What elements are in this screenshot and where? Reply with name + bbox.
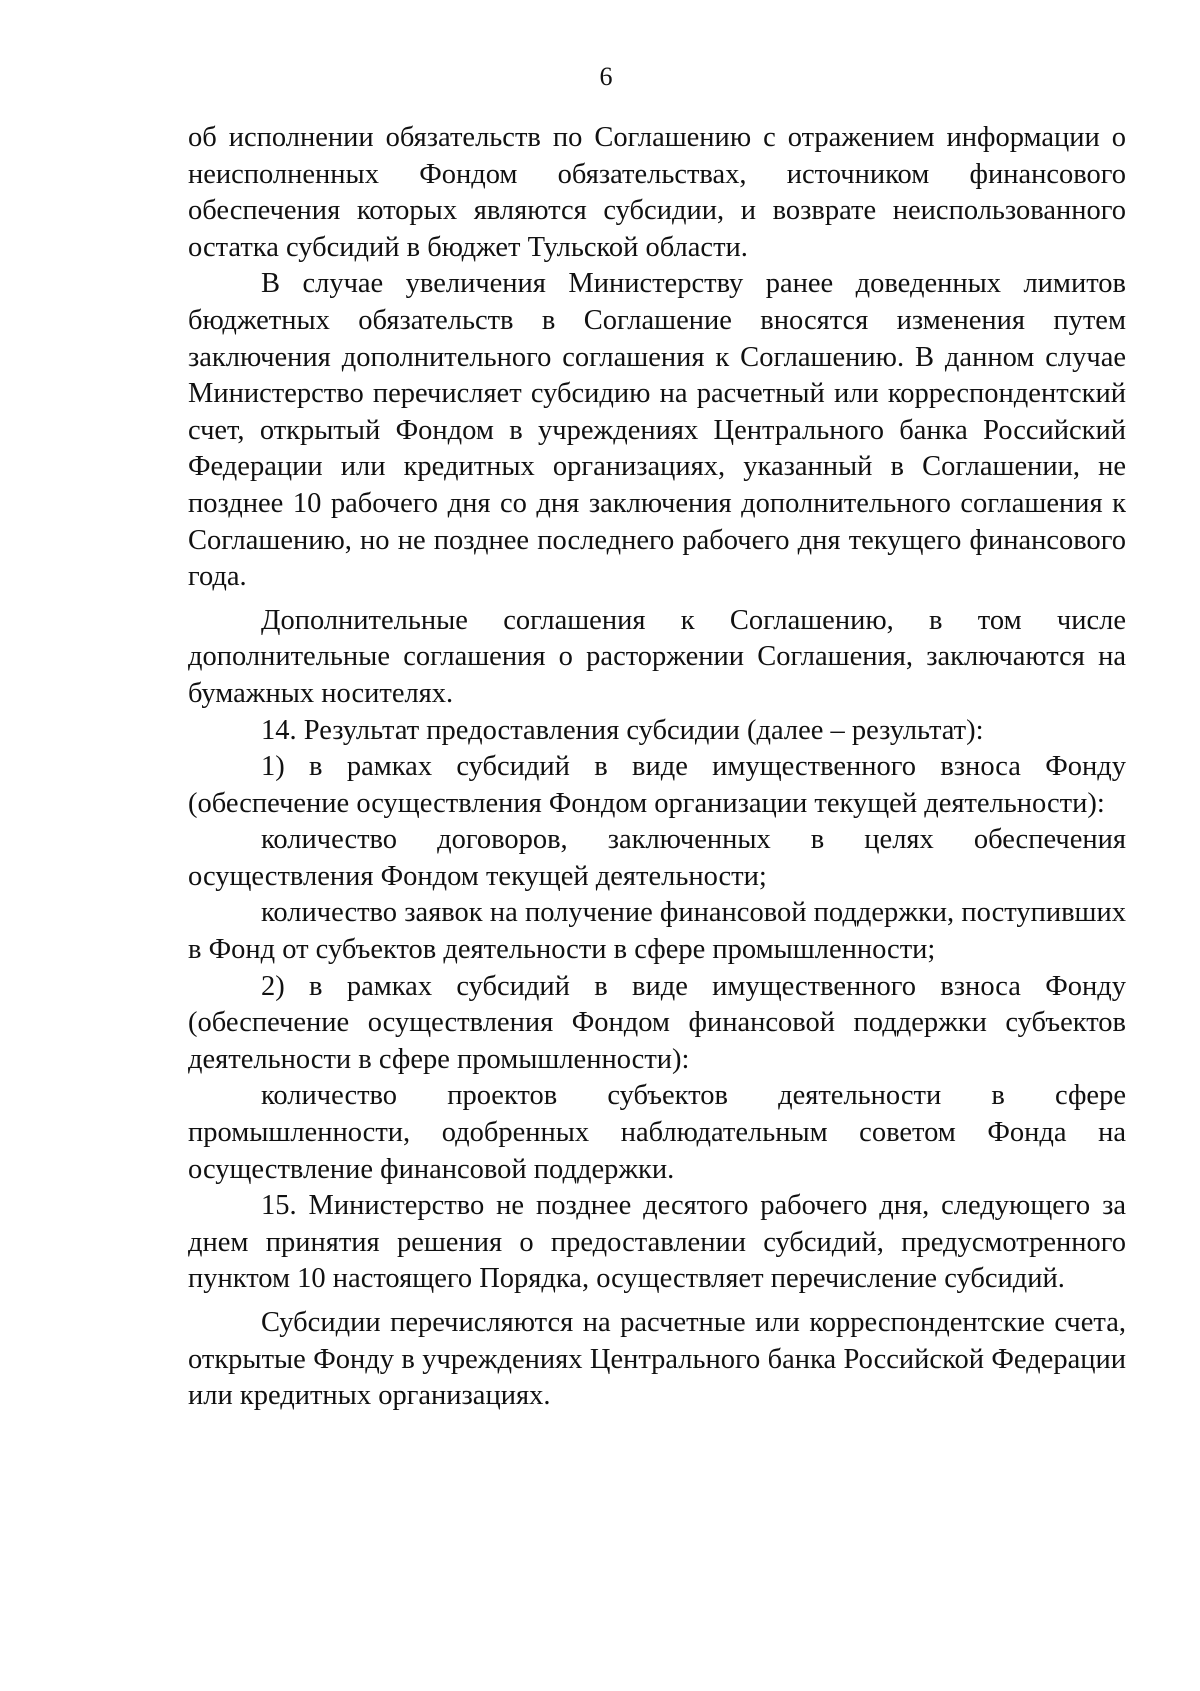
- page-number: 6: [599, 62, 613, 91]
- document-body: [188, 120, 1126, 1415]
- paragraph-limits-increase: В случае увеличения Министерству ранее доведенных лимитов бюджетных обязательств в Соглашение вносятся изменения путем заключения дополнительного соглашения к Соглашению. В данном случае Министерство перечисляет субсидию на расчетный или корреспондентский счет, открытый Фондом в учреждениях Центрального банка Российский Федерации или кредитных организациях, указанный в Соглашении, не позднее 10 рабочего дня со дня заключения дополнительного соглашения к Соглашению, но не позднее последнего рабочего дня текущего финансового года.: [188, 268, 1126, 593]
- paragraph-subitem-1: 1) в рамках субсидий в виде имущественного взноса Фонду (обеспечение осуществления Фондом организации текущей деятельности):: [188, 751, 1126, 819]
- paragraph-subitem-2: 2) в рамках субсидий в виде имущественного взноса Фонду (обеспечение осуществления Фондом финансовой поддержки субъектов деятельности в сфере промышленности):: [188, 970, 1126, 1075]
- paragraph-additional-agreements: Дополнительные соглашения к Соглашению, в том числе дополнительные соглашения о расторжении Соглашения, заключаются на бумажных носителях.: [188, 604, 1126, 709]
- paragraph-contracts-count: количество договоров, заключенных в целях обеспечения осуществления Фондом текущей деятельности;: [188, 824, 1126, 892]
- paragraph-item-14: 14. Результат предоставления субсидии (далее – результат):: [261, 714, 984, 746]
- paragraph-projects-count: количество проектов субъектов деятельности в сфере промышленности, одобренных наблюдательным советом Фонда на осуществление финансовой поддержки.: [188, 1080, 1126, 1185]
- paragraph-continuation: об исполнении обязательств по Соглашению с отражением информации о неисполненных Фондом обязательствах, источником финансового обеспечения которых являются субсидии, и возврате неиспользованного остатка субсидий в бюджет Тульской области.: [188, 122, 1126, 263]
- paragraph-subsidies-transfer: Субсидии перечисляются на расчетные или корреспондентские счета, открытые Фонду в учреждениях Центрального банка Российской Федерации или кредитных организациях.: [188, 1307, 1126, 1412]
- paragraph-item-15: 15. Министерство не позднее десятого рабочего дня, следующего за днем принятия решения о предоставлении субсидий, предусмотренного пунктом 10 настоящего Порядка, осуществляет перечисление субсидий.: [188, 1190, 1126, 1295]
- paragraph-applications-count: количество заявок на получение финансовой поддержки, поступивших в Фонд от субъектов деятельности в сфере промышленности;: [188, 897, 1126, 966]
